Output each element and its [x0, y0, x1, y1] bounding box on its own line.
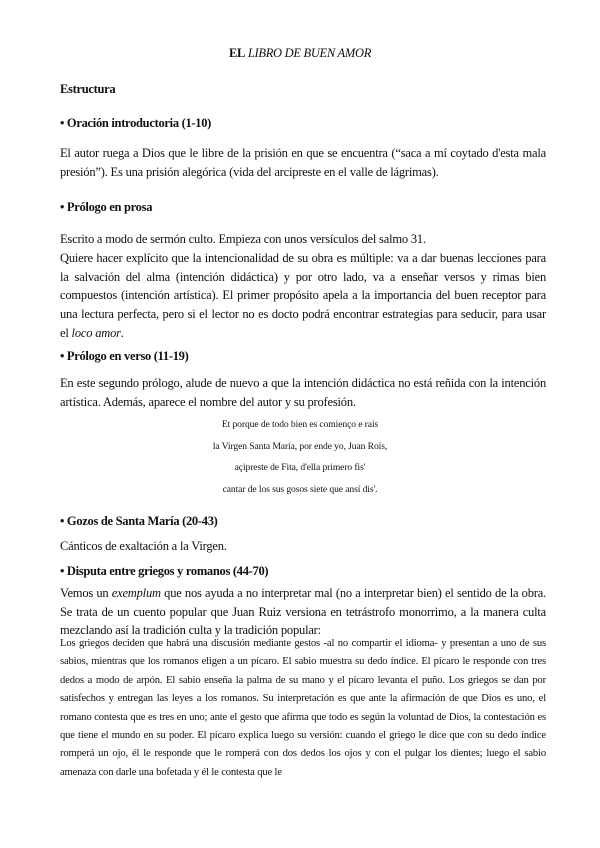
paragraph-disputa-summary: Los griegos deciden que habrá una discusión mediante gestos -al no compartir el idioma- y presentan a uno de sus sabios, mientras que los romanos eligen a un pícaro. El sabio muestra su dedo índice. El pícaro le responde con tres dedos a modo de arpón. El sabio enseña la palma de su mano y el pícaro levanta el puño. Los griegos se dan por satisfechos y entregan las leyes a los romanos. Su interpretación es que ante la afirmación de que Dios es uno, el romano contesta que es tres en uno; ante el gesto que afirma que todo es según la voluntad de Dios, la contestación es que tiene el mundo en su poder. El pícaro explica luego su versión: cuando el griego le dice que con su dedo índice romperá un ojo, él le responde que le romperá con dos dedos los ojos y con el pulgar los dientes; luego el sabio amenaza con darle una bofetada y él le contesta que le — [60, 638, 546, 778]
verse-line: la Virgen Santa María, por ende yo, Juan Roís, — [212, 440, 388, 452]
paragraph-oracion: El autor ruega a Dios que le libre de la prisión en que se encuentra (“saca a mí coytado d'esta mala presión”). Es una prisión alegórica (vida del arcipreste en el valle de lágrimas). — [60, 146, 546, 179]
prologo-prosa-text: Quiere hacer explícito que la intencionalidad de su obra es múltiple: va a dar buenas lecciones para la salvación del alma (intención didáctica) y por otro lado, va a enseñar versos y rimas bien compuestos (intención artística). El primer propósito apela a la importancia del buen receptor para una lectura perfecta, pero si el lector no es docto podrá encontrar estrategias para seducir, para usar el — [60, 251, 546, 340]
heading-oracion: • Oración introductoria (1-10) — [60, 116, 212, 130]
title-italic: LIBRO DE BUEN AMOR — [247, 46, 372, 60]
paragraph-gozos: Cánticos de exaltación a la Virgen. — [60, 539, 227, 553]
heading-disputa: • Disputa entre griegos y romanos (44-70) — [60, 564, 269, 578]
page-title — [0, 46, 600, 61]
paragraph-prologo-prosa-2 — [60, 249, 546, 343]
prologo-prosa-end: . — [120, 325, 124, 340]
title-bold: EL — [228, 46, 246, 60]
heading-prologo-prosa: • Prólogo en prosa — [60, 200, 153, 214]
prologo-prosa-italic: loco amor — [71, 325, 121, 340]
verse-line: açipreste de Fita, d'ella primero fis' — [234, 462, 366, 473]
heading-gozos: • Gozos de Santa María (20-43) — [60, 514, 218, 528]
disputa-italic: exemplum — [111, 586, 161, 600]
paragraph-disputa — [60, 584, 546, 640]
heading-structure: Estructura — [60, 82, 116, 96]
paragraph-prologo-verso: En este segundo prólogo, alude de nuevo a que la intención didáctica no está reñida con la intención artística. Además, aparece el nombre del autor y su profesión. — [60, 376, 546, 409]
verse-line: cantar de los sus gosos siete que ansí dis'. — [222, 483, 378, 495]
disputa-text: Vemos un — [60, 586, 112, 600]
disputa-text-end: que nos ayuda a no interpretar mal (no a interpretar bien) el sentido de la obra. Se trata de un cuento popular que Juan Ruiz versiona en tetrástrofo monorrimo, a la manera culta mezclando así la tradición culta y la tradición popular: — [60, 586, 546, 638]
heading-prologo-verso: • Prólogo en verso (11-19) — [60, 349, 189, 363]
verse-block — [0, 414, 600, 500]
paragraph-prologo-prosa-1: Escrito a modo de sermón culto. Empieza con unos versículos del salmo 31. — [60, 232, 426, 246]
verse-line: Et porque de todo bien es comienço e raís — [221, 419, 379, 430]
